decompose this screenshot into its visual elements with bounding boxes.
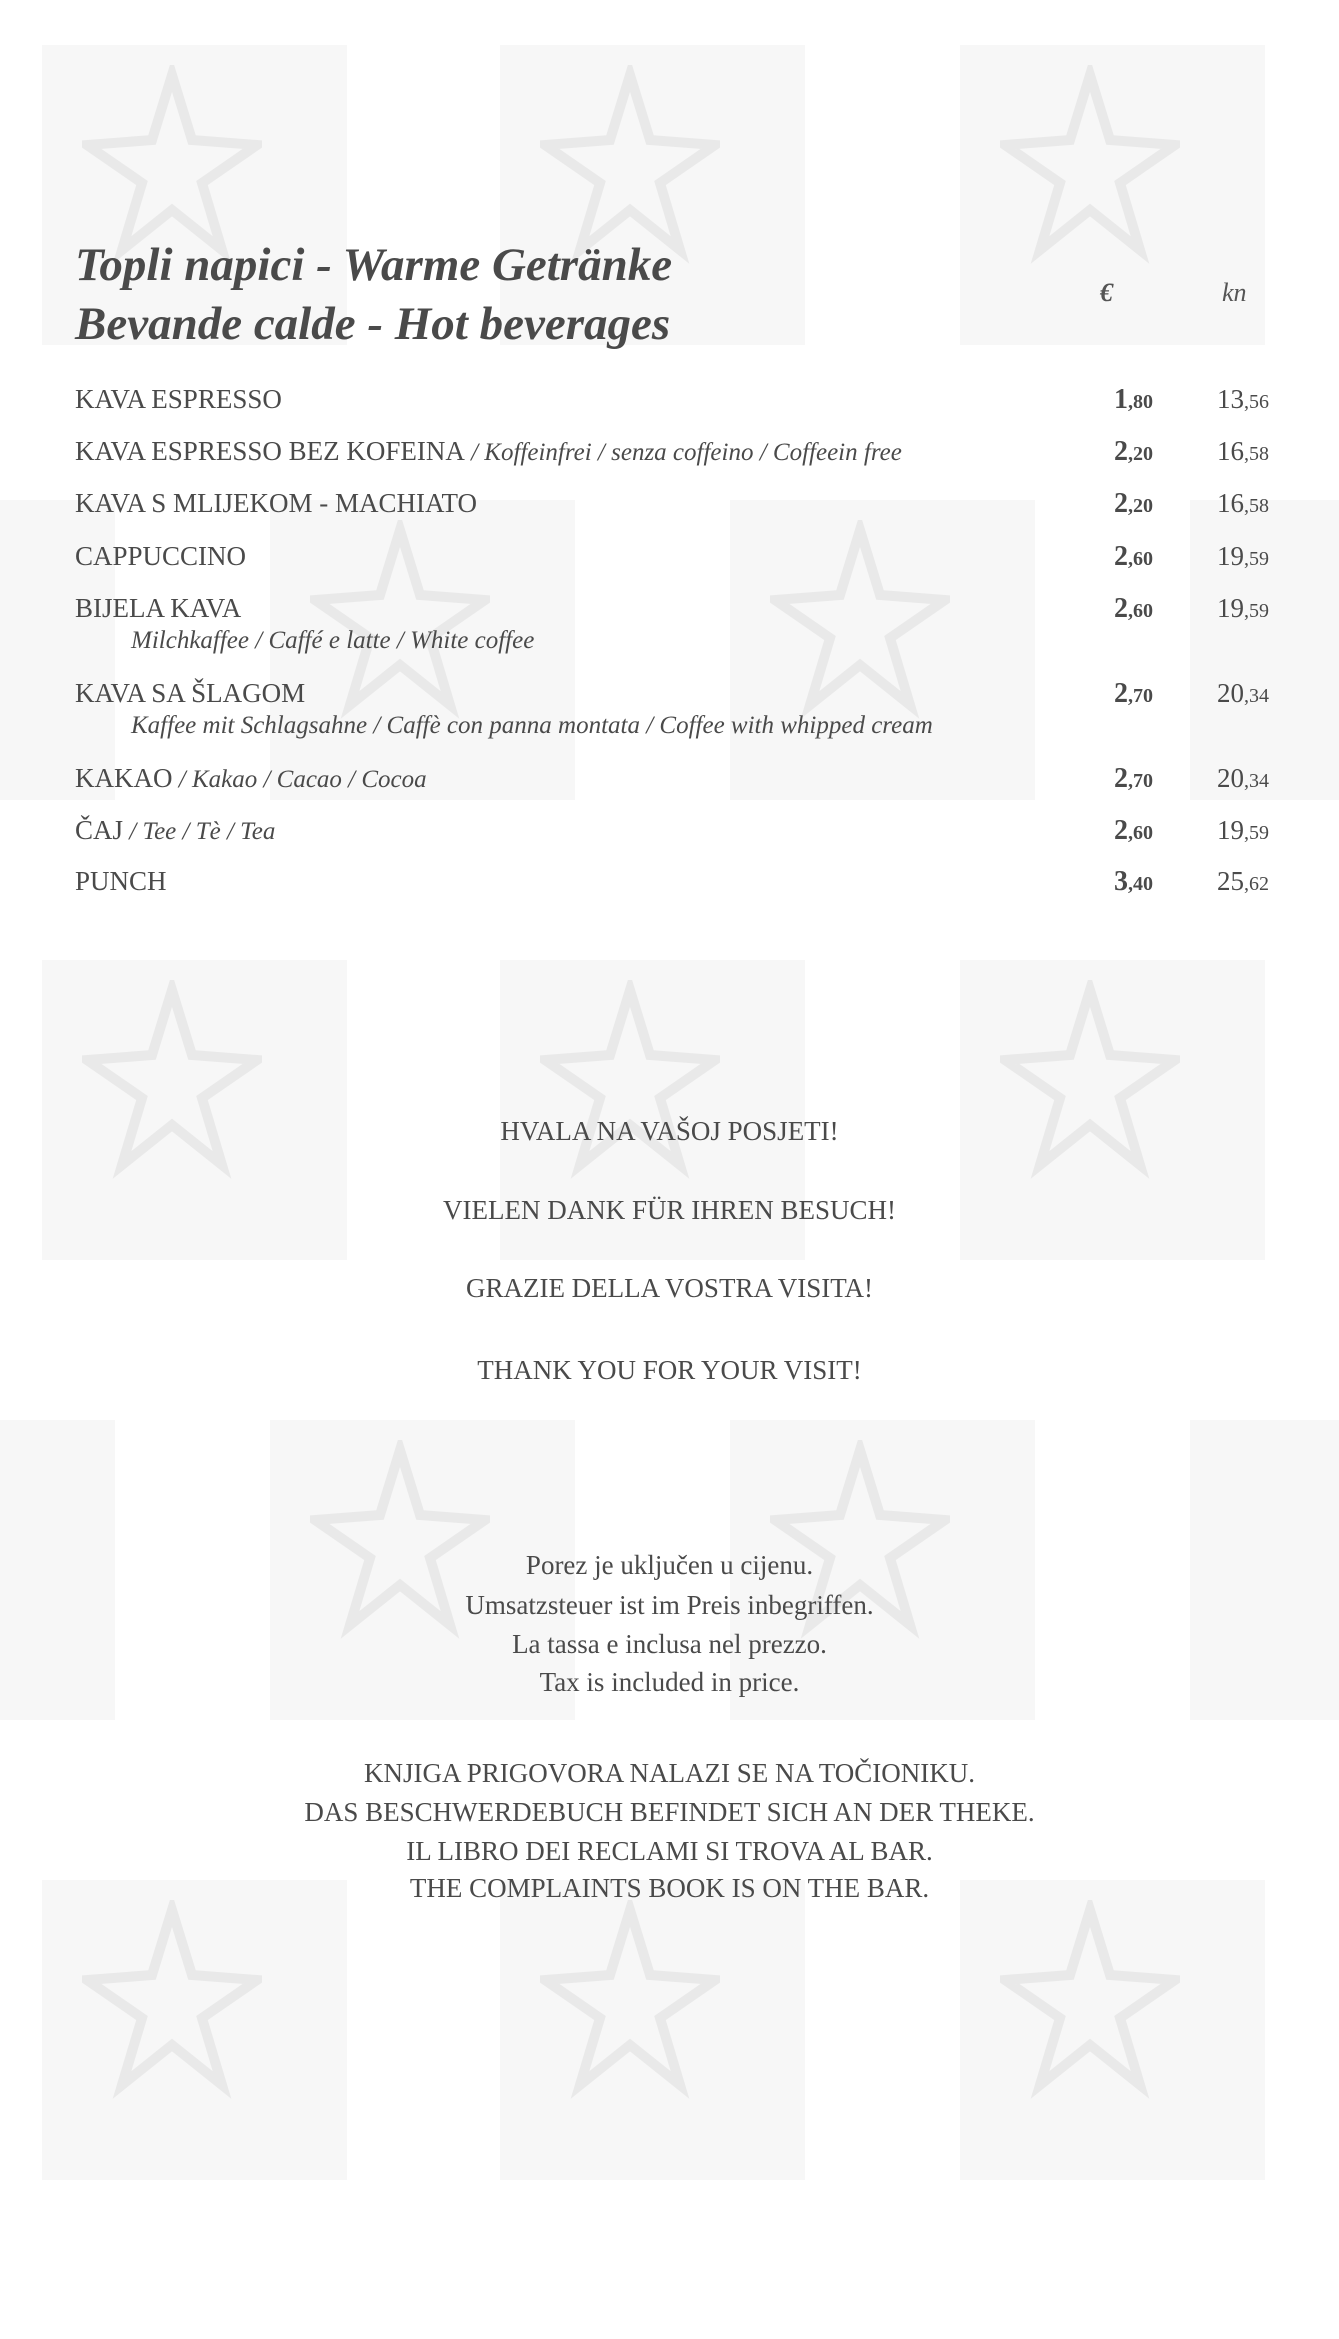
menu-item [75, 866, 1339, 906]
fork-star-logo-icon [1000, 980, 1180, 1180]
menu-item-name [75, 593, 241, 624]
price-kn-int: 13 [1217, 384, 1244, 414]
price-kn-int: 16 [1217, 488, 1244, 518]
item-translations: / Kakao / Cacao / Cocoa [172, 766, 427, 793]
tax-note-hr: Porez je uključen u cijenu. [525, 1550, 814, 1580]
price-eur [1114, 488, 1153, 520]
price-kn [1217, 436, 1269, 467]
price-eur [1114, 763, 1153, 795]
item-name-text: KAVA SA ŠLAGOM [75, 678, 306, 708]
price-eur-int: 2 [1114, 815, 1128, 846]
complaints-note-it: IL LIBRO DEI RECLAMI SI TROVA AL BAR. [406, 1836, 933, 1866]
fork-star-logo-icon [1000, 1900, 1180, 2100]
thanks-de: VIELEN DANK FÜR IHREN BESUCH! [443, 1195, 896, 1225]
item-name-text: KAVA S MLIJEKOM - MACHIATO [75, 488, 478, 518]
complaints-note-en: THE COMPLAINTS BOOK IS ON THE BAR. [409, 1873, 930, 1903]
price-kn-int: 16 [1217, 436, 1244, 466]
price-kn-int: 19 [1217, 815, 1244, 845]
price-eur [1114, 384, 1153, 416]
menu-item-name [75, 866, 167, 897]
thanks-hr: HVALA NA VAŠOJ POSJETI! [500, 1116, 839, 1146]
column-header-kn: kn [1222, 278, 1247, 307]
item-name-text: ČAJ [75, 815, 124, 845]
watermark-tile [42, 1880, 347, 2180]
price-eur-int: 2 [1114, 541, 1128, 572]
price-kn-dec: ,62 [1244, 873, 1269, 895]
item-name-text: CAPPUCCINO [75, 541, 247, 571]
price-kn-dec: ,56 [1244, 391, 1269, 413]
item-translations: / Tee / Tè / Tea [123, 818, 276, 845]
fork-star-logo-icon [82, 980, 262, 1180]
price-kn-dec: ,59 [1244, 600, 1269, 622]
price-eur-int: 2 [1114, 678, 1128, 709]
item-translations: / Koffeinfrei / senza coffeino / Coffeein free [464, 439, 902, 466]
menu-item-description: Milchkaffee / Caffé e latte / White coffee [131, 627, 535, 654]
menu-item-name [75, 678, 305, 709]
tax-note-en: Tax is included in price. [539, 1667, 800, 1697]
menu-item-name [75, 436, 902, 467]
price-kn-int: 20 [1217, 678, 1244, 708]
menu-item [75, 384, 1339, 424]
price-eur [1114, 541, 1153, 573]
fork-star-logo-icon [1000, 65, 1180, 265]
menu-item [75, 488, 1339, 528]
price-eur [1114, 436, 1153, 468]
price-kn [1217, 541, 1269, 572]
watermark-tile [960, 1880, 1265, 2180]
fork-star-logo-icon [82, 65, 262, 265]
menu-item-description: Kaffee mit Schlagsahne / Caffè con panna montata / Coffee with whipped cream [131, 712, 933, 739]
price-kn [1217, 593, 1269, 624]
menu-item-name [75, 541, 246, 572]
price-kn [1217, 488, 1269, 519]
price-eur-dec: ,80 [1128, 391, 1153, 413]
price-eur [1114, 678, 1153, 710]
complaints-note-de: DAS BESCHWERDEBUCH BEFINDET SICH AN DER THEKE. [304, 1797, 1035, 1827]
price-kn [1217, 384, 1269, 415]
menu-item-name [75, 384, 282, 415]
menu-item [75, 541, 1339, 581]
section-title-line2: Bevande calde - Hot beverages [75, 298, 671, 350]
price-kn [1217, 815, 1269, 846]
price-kn-int: 20 [1217, 763, 1244, 793]
tax-note-de: Umsatzsteuer ist im Preis inbegriffen. [465, 1590, 874, 1620]
item-name-text: KAKAO [75, 763, 173, 793]
price-eur-int: 2 [1114, 436, 1128, 467]
price-kn [1217, 678, 1269, 709]
price-eur-dec: ,60 [1128, 822, 1153, 844]
item-name-text: BIJELA KAVA [75, 593, 242, 623]
price-eur [1114, 815, 1153, 847]
price-eur-dec: ,20 [1128, 495, 1153, 517]
menu-item-name [75, 488, 477, 519]
price-kn-dec: ,59 [1244, 548, 1269, 570]
price-eur-int: 2 [1114, 763, 1128, 794]
item-name-text: KAVA ESPRESSO BEZ KOFEINA [75, 436, 465, 466]
price-eur-dec: ,60 [1128, 600, 1153, 622]
price-eur-dec: ,70 [1128, 770, 1153, 792]
price-eur-int: 3 [1114, 866, 1128, 897]
section-title-line1: Topli napici - Warme Getränke [75, 239, 673, 291]
price-eur-int: 2 [1114, 593, 1128, 624]
price-kn-dec: ,34 [1244, 685, 1269, 707]
price-eur-dec: ,70 [1128, 685, 1153, 707]
item-name-text: PUNCH [75, 866, 167, 896]
menu-item [75, 815, 1339, 855]
fork-star-logo-icon [540, 980, 720, 1180]
menu-item-name [75, 815, 275, 846]
price-kn-dec: ,34 [1244, 770, 1269, 792]
price-kn [1217, 763, 1269, 794]
tax-note-it: La tassa e inclusa nel prezzo. [512, 1629, 827, 1659]
price-kn [1217, 866, 1269, 897]
price-kn-dec: ,59 [1244, 822, 1269, 844]
fork-star-logo-icon [82, 1900, 262, 2100]
menu-item [75, 436, 1339, 476]
menu-item [75, 763, 1339, 803]
fork-star-logo-icon [540, 1900, 720, 2100]
price-kn-int: 19 [1217, 541, 1244, 571]
price-eur-dec: ,40 [1128, 873, 1153, 895]
column-header-eur: € [1100, 278, 1113, 307]
item-name-text: KAVA ESPRESSO [75, 384, 282, 414]
price-kn-dec: ,58 [1244, 443, 1269, 465]
price-eur [1114, 593, 1153, 625]
thanks-it: GRAZIE DELLA VOSTRA VISITA! [465, 1273, 874, 1303]
price-eur-int: 2 [1114, 488, 1128, 519]
price-eur [1114, 866, 1153, 898]
price-eur-dec: ,20 [1128, 443, 1153, 465]
price-kn-int: 19 [1217, 593, 1244, 623]
complaints-note-hr: KNJIGA PRIGOVORA NALAZI SE NA TOČIONIKU. [363, 1758, 976, 1788]
menu-item-name [75, 763, 427, 794]
price-kn-int: 25 [1217, 866, 1244, 896]
price-eur-int: 1 [1114, 384, 1128, 415]
watermark-tile [500, 1880, 805, 2180]
fork-star-logo-icon [540, 65, 720, 265]
thanks-en: THANK YOU FOR YOUR VISIT! [477, 1355, 862, 1385]
price-kn-dec: ,58 [1244, 495, 1269, 517]
price-eur-dec: ,60 [1128, 548, 1153, 570]
